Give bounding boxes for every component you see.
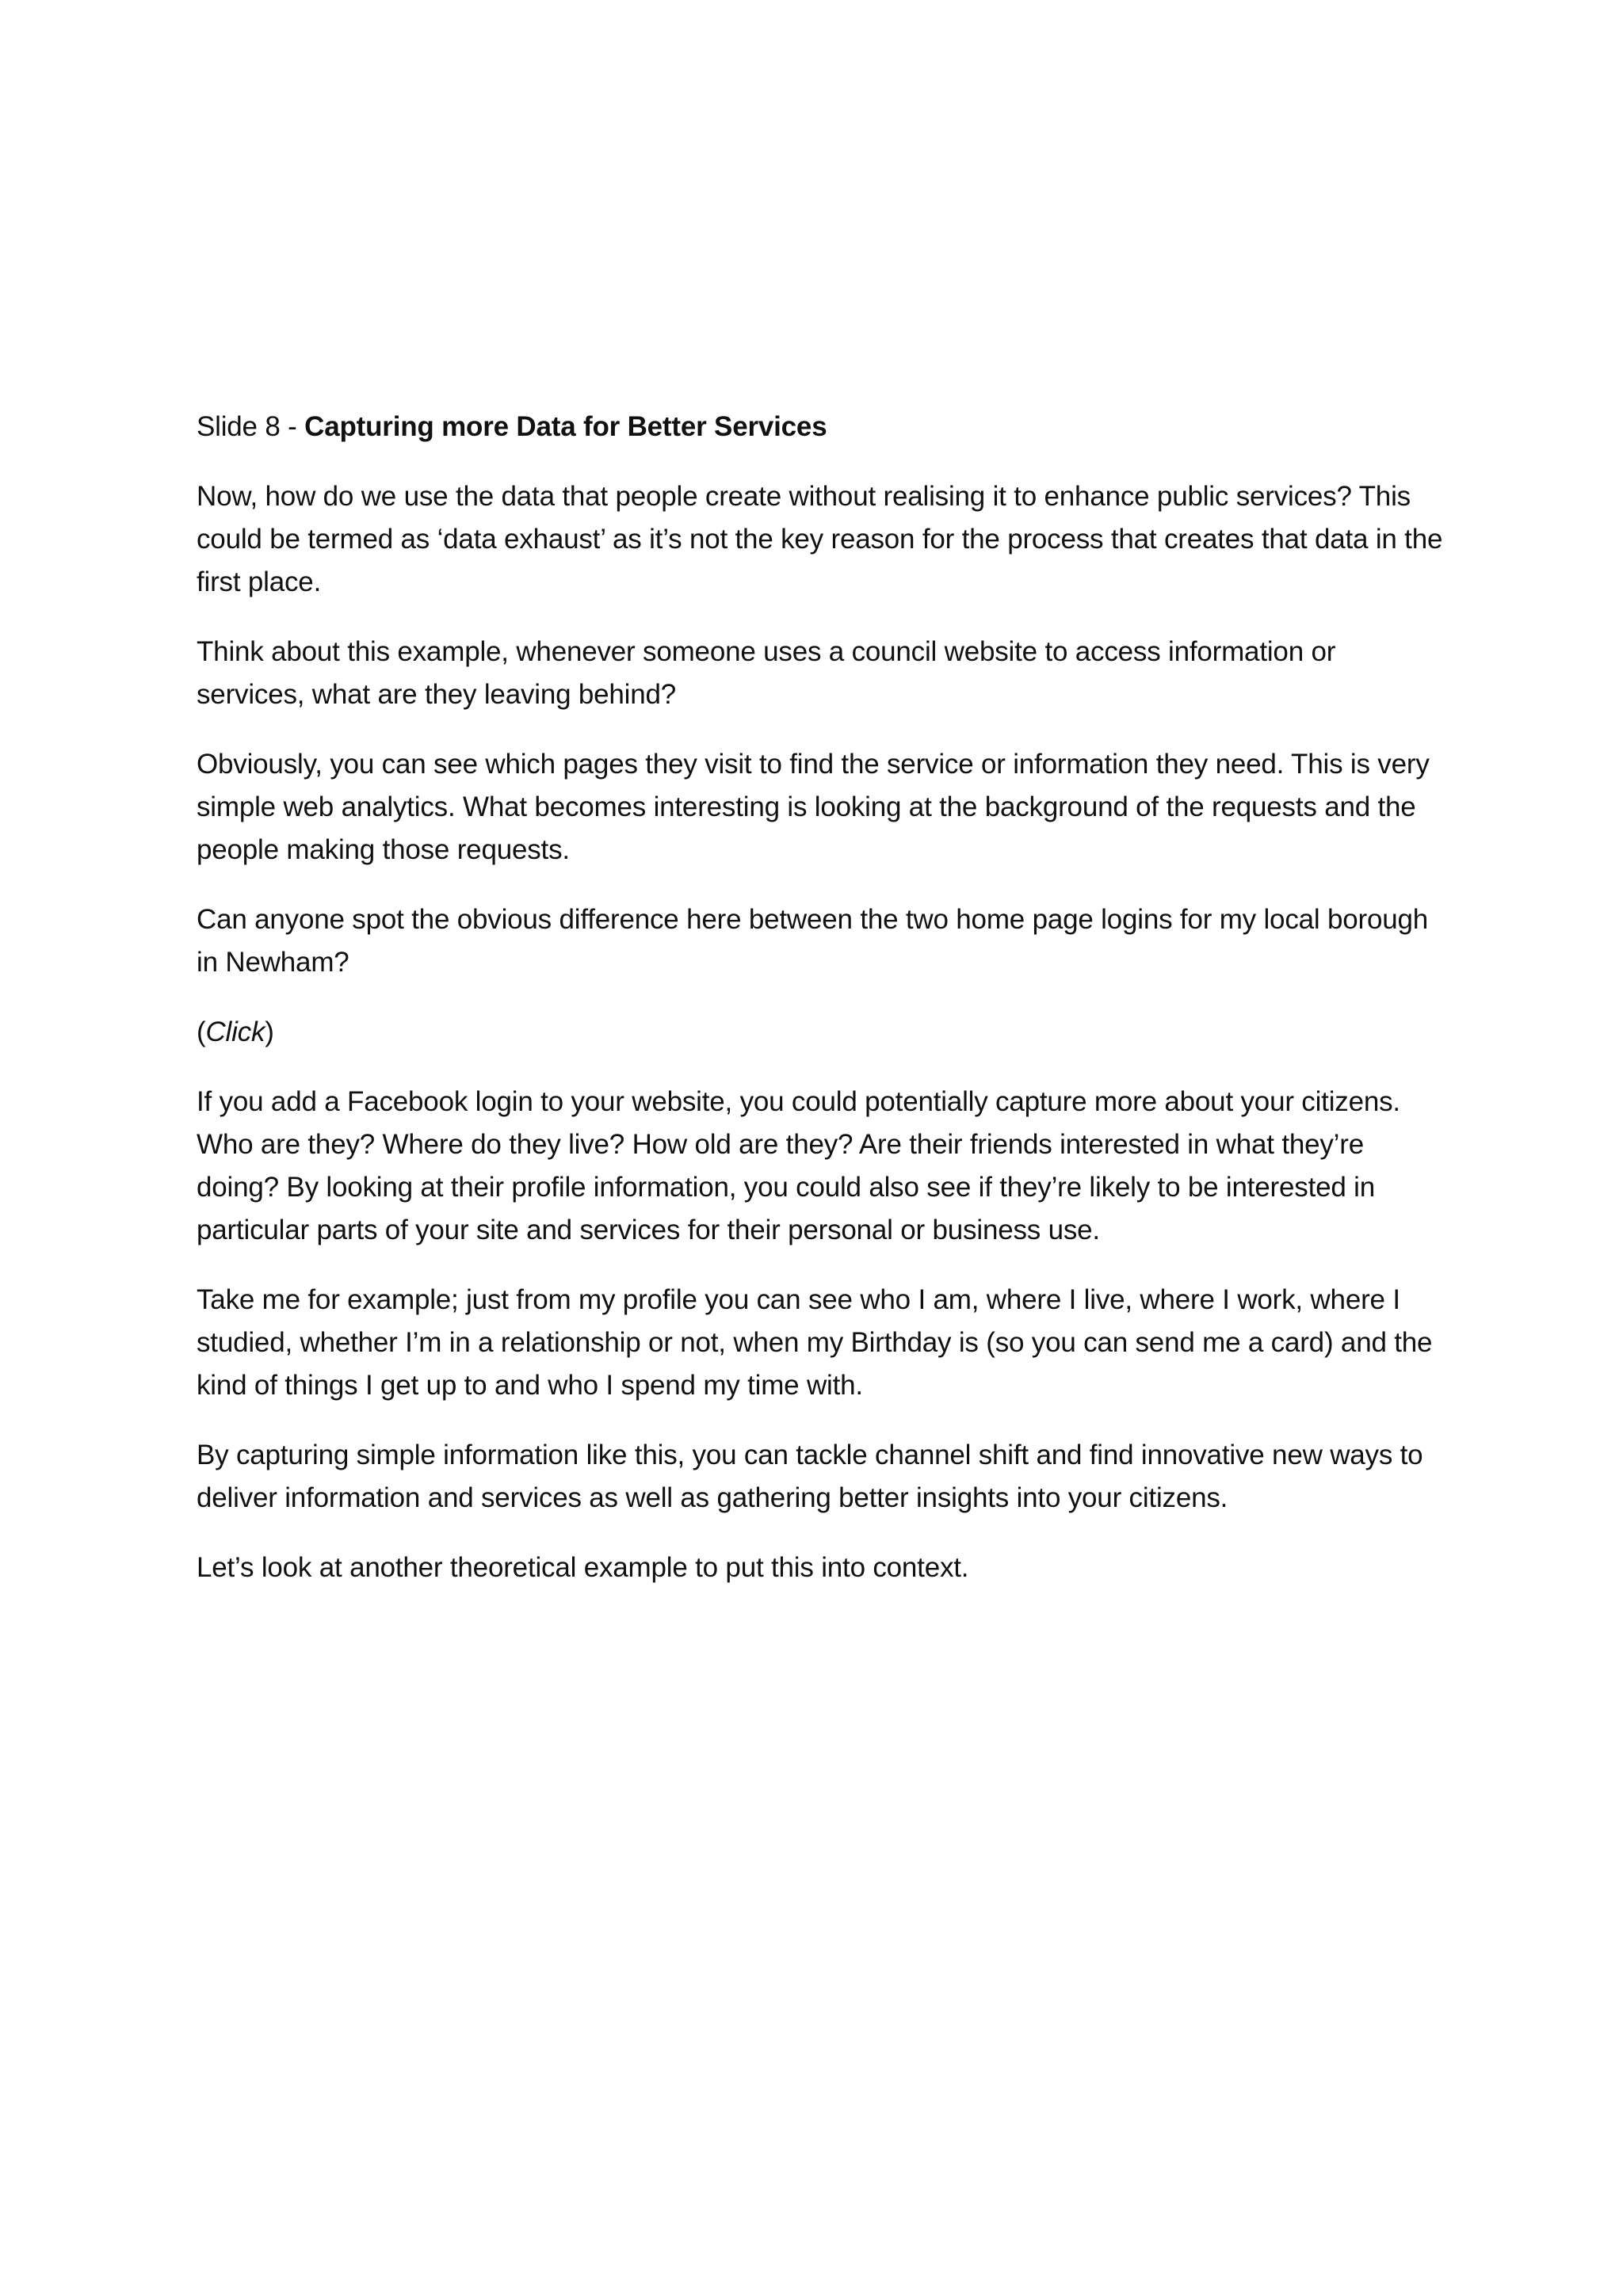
paragraph-web-analytics: Obviously, you can see which pages they visit to find the service or information they need. This is very simple web analytics. What becomes interesting is looking at the background of the requests and the people making those requests. [197,749,1430,865]
click-close-paren: ) [265,1016,274,1047]
document-body [197,406,1449,1616]
paragraph-facebook-login: If you add a Facebook login to your website, you could potentially capture more about your citizens. Who are they? Where do they live? How old are they? Are their friends interested in what they’re doing? By looking at their profile information, you could also see if they’re likely to be interested in particular parts of your site and services for their personal or business use. [197,1086,1400,1245]
paragraph-profile-example: Take me for example; just from my profile you can see who I am, where I live, where I work, where I studied, whether I’m in a relationship or not, when my Birthday is (so you can send me a card) and the kind of things I get up to and who I spend my time with. [197,1284,1433,1401]
paragraph-data-exhaust: Now, how do we use the data that people create without realising it to enhance public services? This could be termed as ‘data exhaust’ as it’s not the key reason for the process that creates that data in the first place. [197,481,1443,597]
paragraph-channel-shift: By capturing simple information like this, you can tackle channel shift and find innovative new ways to deliver information and services as well as gathering better insights into your citizens. [197,1440,1423,1513]
click-text: Click [205,1016,265,1047]
click-open-paren: ( [197,1016,206,1047]
slide-number: Slide 8 - [197,411,305,442]
paragraph-council-example: Think about this example, whenever someone uses a council website to access information or services, what are they leaving behind? [197,636,1336,710]
slide-title: Capturing more Data for Better Services [304,411,827,442]
slide-heading [197,406,1449,448]
click-note [197,1011,1449,1054]
paragraph-next-example: Let’s look at another theoretical example to put this into context. [197,1552,969,1583]
paragraph-newham-question: Can anyone spot the obvious difference here between the two home page logins for my local borough in Newham? [197,904,1429,978]
